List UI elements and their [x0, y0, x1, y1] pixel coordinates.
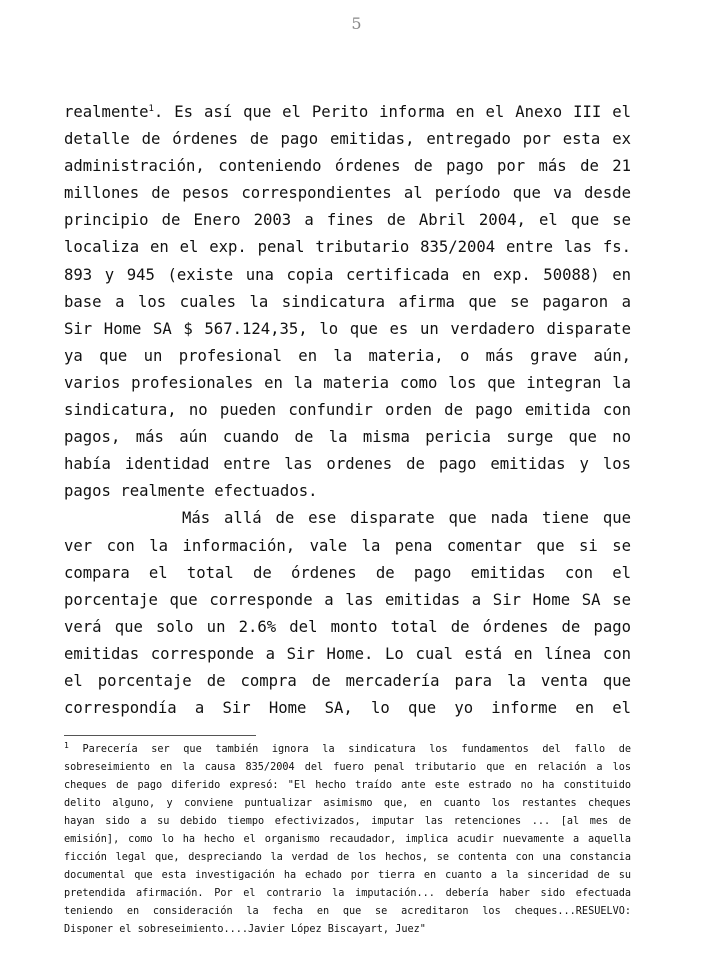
footnote-line: emisión], como lo ha hecho el organismo recaudador, implica acudir nuevamente a aquella: [64, 834, 631, 846]
page-number: 5: [351, 14, 362, 33]
body-line: el porcentaje de compra de mercadería para la venta que: [64, 671, 631, 690]
body-line: localiza en el exp. penal tributario 835/2004 entre las fs.: [64, 238, 631, 257]
body-line: principio de Enero 2003 a fines de Abril 2004, el que se: [64, 211, 631, 230]
body-line: millones de pesos correspondientes al período que va desde: [64, 184, 631, 203]
body-line: pagos, más aún cuando de la misma pericia surge que no: [64, 428, 631, 447]
footnote-line: [64, 741, 631, 759]
footnote: [64, 741, 631, 940]
footnote-line-text: Parecería ser que también ignora la sindicatura los fundamentos del fallo de: [68, 744, 631, 755]
body-line: 893 y 945 (existe una copia certificada en exp. 50088) en: [64, 265, 631, 284]
body-line: emitidas corresponde a Sir Home. Lo cual está en línea con: [64, 644, 631, 663]
body-line: ver con la información, vale la pena comentar que si se: [64, 536, 631, 555]
footnote-line: sobreseimiento en la causa 835/2004 del fuero penal tributario que en relación a los: [64, 762, 631, 774]
footnote-line: pretendida afirmación. Por el contrario la imputación... debería haber sido efectuada: [64, 888, 631, 900]
footnote-line: delito alguno, y conviene puntualizar asimismo que, en cuanto los restantes cheques: [64, 798, 631, 810]
footnote-line: Disponer el sobreseimiento....Javier López Biscayart, Juez": [64, 924, 426, 936]
body-line: Sir Home SA $ 567.124,35, lo que es un verdadero disparate: [64, 319, 631, 338]
footnote-line: documental que esta investigación ha echado por tierra en cuanto a la sinceridad de su: [64, 870, 631, 882]
body-line: compara el total de órdenes de pago emitidas con el: [64, 563, 631, 582]
body-line: había identidad entre las ordenes de pago emitidas y los: [64, 455, 631, 474]
body-line: base a los cuales la sindicatura afirma que se pagaron a: [64, 292, 631, 311]
footnote-line: ficción legal que, despreciando la verdad de los hechos, se contenta con una constancia: [64, 852, 631, 864]
body-line: ya que un profesional en la materia, o más grave aún,: [64, 346, 631, 365]
body-line: porcentaje que corresponde a las emitidas a Sir Home SA se: [64, 590, 631, 609]
footnote-separator: [64, 735, 256, 736]
body-line: pagos realmente efectuados.: [64, 482, 318, 501]
body-line: sindicatura, no pueden confundir orden de pago emitida con: [64, 401, 631, 420]
footnote-marker: 1: [64, 741, 69, 750]
body-line: correspondía a Sir Home SA, lo que yo informe en el: [64, 699, 631, 718]
body-text: [64, 99, 631, 722]
body-line: Más allá de ese disparate que nada tiene que: [182, 509, 631, 528]
footnote-line: hayan sido a su debido tiempo efectivizados, imputar las retenciones ... [al mes de: [64, 816, 631, 828]
body-line: varios profesionales en la materia como los que integran la: [64, 373, 631, 392]
footnote-reference[interactable]: 1: [148, 104, 154, 114]
body-line: administración, conteniendo órdenes de pago por más de 21: [64, 157, 631, 176]
body-line: verá que solo un 2.6% del monto total de órdenes de pago: [64, 617, 631, 636]
body-line: detalle de órdenes de pago emitidas, entregado por esta ex: [64, 130, 631, 149]
footnote-line: teniendo en consideración la fecha en que se acreditaron los cheques...RESUELVO:: [64, 906, 631, 918]
body-line: [64, 99, 631, 126]
footnote-line: cheques de pago diferido expresó: "El hecho traído ante este estrado no ha constituido: [64, 780, 631, 792]
body-line-text: realmente: [64, 103, 149, 121]
body-line-text: . Es así que el Perito informa en el Anexo III el: [153, 103, 631, 121]
